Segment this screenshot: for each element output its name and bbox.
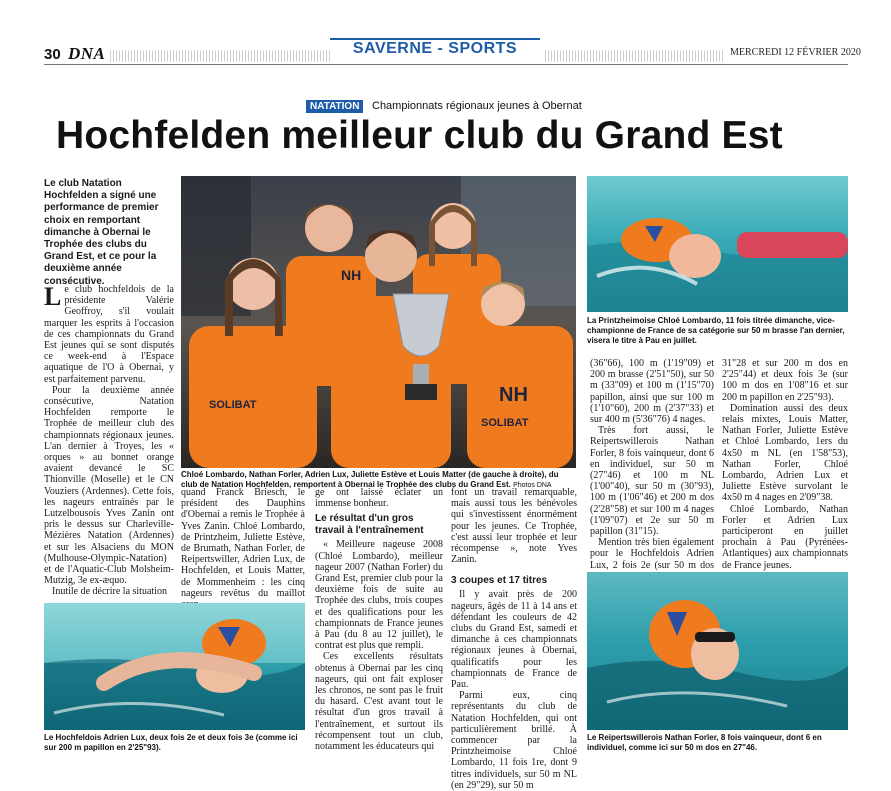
article-column-5 <box>590 358 714 582</box>
kicker-tag: NATATION <box>306 100 363 113</box>
paragraph: 31"28 et sur 200 m dos en 2'25"44) et deux fois 3e (sur 100 m dos en 1'08"16 et sur 200 m papillon en 2'25"93). <box>722 358 848 403</box>
subheading: 3 coupes et 17 titres <box>451 575 548 587</box>
section-title: SAVERNE - SPORTS <box>352 40 518 57</box>
paragraph: ge ont laissé éclater un immense bonheur. <box>315 487 443 510</box>
paragraph: Très fort aussi, le Reipertswillerois Nathan Forler, 8 fois vainqueur, dont 6 en individuel, sur 50 m (27"46) et 100 m NL (1'00"40), sur 50 m (30"93), 100 m (1'06"46) et 200 m dos (2'28"58) et sur 100 m 4 nages (1'09"07) et 2e sur 50 m papillon (31"15). <box>590 425 714 538</box>
adrien-photo-caption: Le Hochfeldois Adrien Lux, deux fois 2e et deux fois 3e (comme ici sur 200 m papillon en 2'25"93). <box>44 733 298 752</box>
team-photo <box>181 176 576 468</box>
team-photo-image <box>181 176 576 468</box>
header-rule <box>44 64 848 65</box>
article-column-1 <box>44 284 174 598</box>
paragraph: Pour la deuxième année consécutive, Natation Hochfelden remporte le Trophée de meilleur club des championnats régionaux jeunes. L'an dernier à Troyes, les « orques » au bonnet orange avaient devancé le SC Thionville (Moselle) et le CN Vouziers (Ardennes). Cette fois, les nageurs entraînés par le Lutzelbousois Yves Zanin ont pris le dessus sur Charleville-Mézières Natation (Ardennes) et sur les Alsaciens du MON (Mulhouse-Olympic-Natation) et de l'Aquatic-Club Molsheim-Mutzig, 3e ex-æquo. <box>44 384 174 587</box>
shirt-logo: NH <box>341 267 362 283</box>
article-column-2 <box>181 487 305 610</box>
lead-paragraph: Le club Natation Hochfelden a signé une performance de premier choix en remportant dimanche à Obernai le Trophée des clubs du Grand Est, et ce pour la deuxième année consécutive. <box>44 178 159 287</box>
subheading: Le résultat d'un gros travail à l'entraînement <box>315 513 424 537</box>
paragraph-text: e club hochfeldois de la présidente Valérie Geoffroy, s'il voulait marquer les esprits à l'occasion de ces championnats du Grand Est jeunes qui se sont disputés ce week-end à l'Espace aquatique de l'O à Obernai, y est parfaitement parvenu. <box>44 284 174 385</box>
chloe-photo-image <box>587 176 848 312</box>
paragraph: (36"66), 100 m (1'19"09) et 200 m brasse (2'51"50), sur 50 m (33"09) et 100 m (1'15"70) papillon, ainsi que sur 100 m (1'10"60), 200 m (2'37"33) et sur 400 m (5'36"76) 4 nages. <box>590 358 714 426</box>
article-column-3 <box>315 487 443 752</box>
header-hatch-right <box>545 50 725 62</box>
chloe-photo-caption: La Printzheimoise Chloé Lombardo, 11 fois titrée dimanche, vice-championne de France de sa catégorie sur 50 m brasse l'an dernier, visera le titre à Pau en juillet. <box>587 316 845 345</box>
chloe-swimming-photo <box>587 176 848 312</box>
paragraph: Domination aussi des deux relais mixtes, Louis Matter, Nathan Forler, Juliette Estève et Chloé Lombardo, 1ers du 4x50 m NL (en 1'58"53), Nathan Forler, Chloé Lombardo, Adrien Lux et Juliette Estève survolant le 4x50 m 4 nages en 2'09"38. <box>722 402 848 504</box>
paragraph: Ces excellents résultats obtenus à Obernai par les cinq nageurs, qui ont fait exploser les chronos, ne sont pas le fruit du hasard. C'est avant tout le résultat d'un gros travail à l'entraînement, et surtout ils récompensent tout un club, notamment les éducateurs qui <box>315 651 443 753</box>
paragraph: Parmi eux, cinq représentants du club de Natation Hochfelden, qui ont particulièrement brillé. À commencer par la Printzheimoise Chloé Lombardo, 11 fois 1re, dont 9 titres individuels, sur 50 m NL (en 29"29), sur 50 m <box>451 690 577 791</box>
paragraph: « Meilleure nageuse 2008 (Chloé Lombardo), meilleur nageur 2007 (Nathan Forler) du Grand Est, premier club pour la deuxième fois de suite au Trophée des clubs, trois coupes et des qualifications pour les championnats de France jeunes à Pau (du 8 au 12 juillet), le contrat est plus que rempli. <box>315 539 443 652</box>
paragraph: Mention très bien également pour le Hochfeldois Adrien Lux, 2 fois 2e (sur 50 m dos <box>590 537 714 571</box>
photo-credit: Photos DNA <box>513 482 552 489</box>
drop-cap: L <box>44 282 62 311</box>
paragraph: Il y avait près de 200 nageurs, âgés de 11 à 14 ans et défendant les couleurs de 42 clubs du Grand Est, samedi et dimanche à ces championnats régionaux jeunes à Obernai, qualificatifs pour les championnats de France de Pau. <box>451 589 577 691</box>
adrien-photo-image <box>44 603 305 730</box>
paragraph: Inutile de décrire la situation <box>52 586 167 598</box>
article-column-4 <box>451 487 577 791</box>
adrien-swimming-photo <box>44 603 305 730</box>
issue-date: MERCREDI 12 FÉVRIER 2020 <box>730 47 861 58</box>
newspaper-brand: DNA <box>68 44 106 63</box>
shirt-sponsor: SOLIBAT <box>209 399 257 411</box>
article-column-6 <box>722 358 848 571</box>
paragraph: Chloé Lombardo, Nathan Forler et Adrien Lux participeront en juillet prochain à Pau (Pyrénées-Atlantiques) aux championnats de France jeunes. <box>722 503 848 571</box>
paragraph: quand Franck Briesch, le président des Dauphins d'Obernai a remis le Trophée à Yves Zanin. Chloé Lombardo, de Printzheim, Juliette Estève, de Brumath, Nathan Forler, de Reipertswiller, Adrien Lux, de Hochfelden, et Louis Matter, de Mommenheim : les cinq nageurs revêtus du maillot <box>181 487 305 599</box>
page-number: 30 <box>44 46 61 63</box>
nathan-photo-image <box>587 572 848 730</box>
nathan-swimming-photo <box>587 572 848 730</box>
paragraph <box>44 284 174 385</box>
nathan-photo-caption: Le Reipertswillerois Nathan Forler, 8 fois vainqueur, dont 6 en individuel, comme ici sur 50 m dos en 27"46. <box>587 733 822 752</box>
paragraph: font un travail remarquable, mais aussi tous les bénévoles qui s'investissent énormément pour les jeunes. Ce Trophée, c'est aussi leur trophée et leur récompense », note Yves Zanin. <box>451 487 577 566</box>
header-hatch-left <box>110 50 330 62</box>
headline: Hochfelden meilleur club du Grand Est <box>56 114 783 157</box>
shirt-sponsor: SOLIBAT <box>481 417 529 429</box>
shirt-logo: NH <box>499 384 528 406</box>
caption-text: Chloé Lombardo, Nathan Forler, Adrien Lux, Juliette Estève et Louis Matter (de gauche à droite), du club de Natation Hochfelden, remportent à Obernai le Trophée des clubs du Grand Est. <box>181 470 559 489</box>
kicker-text: Championnats régionaux jeunes à Obernat <box>372 100 582 112</box>
